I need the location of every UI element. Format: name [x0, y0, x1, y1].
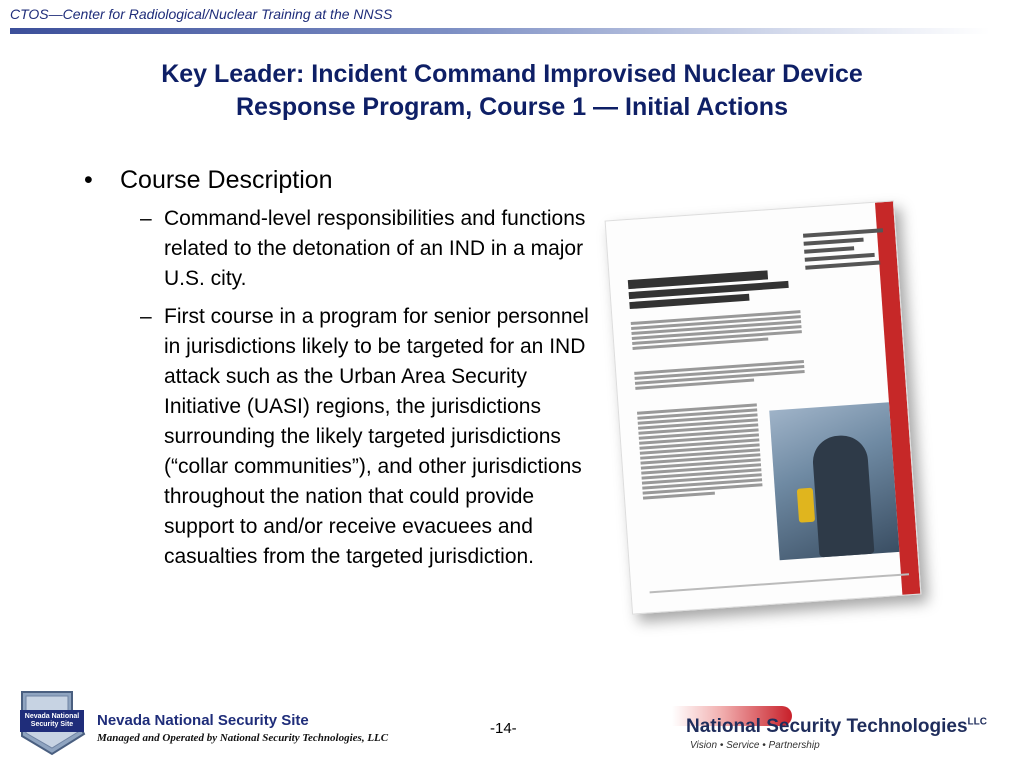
logo-text	[20, 713, 84, 729]
bullet-dot-icon: •	[84, 166, 93, 194]
responder-figure	[811, 434, 874, 558]
header-text: CTOS—Center for Radiological/Nuclear Training at the NNSS	[10, 6, 393, 22]
dash-icon: –	[140, 207, 152, 230]
radiation-meter-icon	[797, 488, 815, 523]
slide-title	[60, 58, 964, 124]
nst-tagline: Vision • Service • Partnership	[690, 740, 820, 751]
brochure-text-block	[637, 401, 763, 501]
brochure-title-block	[628, 268, 800, 309]
brochure-footer	[650, 573, 910, 593]
slide-header	[0, 0, 1024, 40]
brochure-text-block	[631, 308, 803, 352]
sub-bullet-list	[80, 204, 600, 572]
bullet-label: Course Description	[120, 166, 333, 194]
sub-bullet-text: First course in a program for senior personnel in jurisdictions likely to be targeted for an IND attack such as the Urban Area Security Initiative (UASI) regions, the jurisdictions surrounding the likely targeted jurisdictions (“collar communities”), and other jurisdictions throughout the nation that could provide support to and/or receive evacuees and casualties from the targeted jurisdiction.	[164, 305, 589, 568]
brochure-text-block	[634, 358, 805, 392]
dash-icon: –	[140, 305, 152, 328]
brochure-side-info	[803, 224, 896, 274]
nst-llc-text: LLC	[967, 716, 987, 728]
sub-bullet-item	[120, 204, 600, 294]
nst-company-name	[686, 716, 987, 738]
footer-org-name: Nevada National Security Site	[97, 712, 309, 729]
nst-logo	[672, 700, 1016, 756]
logo-text-bottom: Security Site	[30, 721, 74, 728]
brochure-photo	[769, 402, 899, 560]
page-number: -14-	[490, 720, 517, 737]
sub-bullet-text: Command-level responsibilities and functions related to the detonation of an IND in a major U.S. city.	[164, 207, 586, 290]
logo-text-top: Nevada National	[24, 713, 80, 720]
header-divider	[10, 28, 990, 34]
brochure-page	[605, 200, 922, 614]
title-line-1: Key Leader: Incident Command Improvised Nuclear Device	[161, 60, 863, 88]
course-brochure-image	[600, 198, 930, 618]
title-line-2: Response Program, Course 1 — Initial Actions	[236, 93, 788, 121]
slide-content	[80, 164, 600, 580]
sub-bullet-item	[120, 302, 600, 572]
nst-name-text: National Security Technologies	[686, 716, 968, 737]
nnss-logo	[14, 688, 90, 758]
bullet-course-description	[80, 164, 600, 196]
footer-org-subtitle: Managed and Operated by National Security Technologies, LLC	[97, 732, 389, 744]
